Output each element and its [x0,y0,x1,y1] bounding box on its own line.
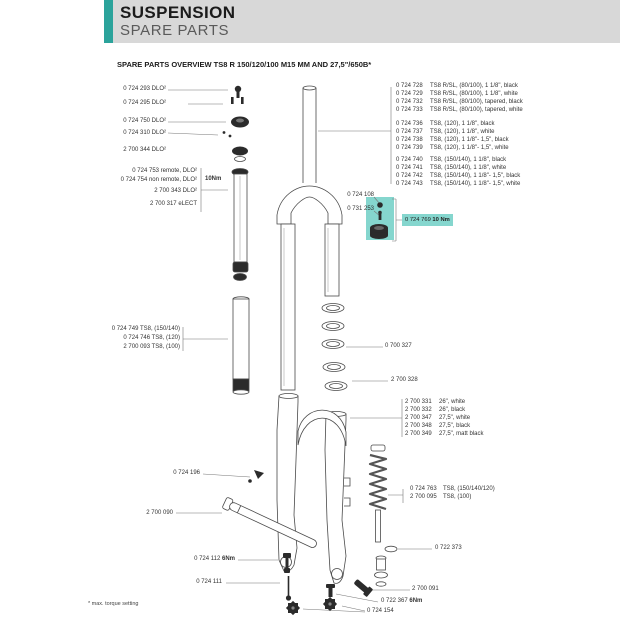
part-desc: 27,5", black [439,423,471,429]
part-row [396,144,509,152]
page-title: SUSPENSION [120,3,236,22]
label-damper-dlo: 2 700 343 DLO² [154,188,197,194]
part-desc: TS8, (150/140), 1 1/8"- 1,5", white [430,181,521,187]
part-desc: TS8 R/SL, (80/100), tapered, black [430,99,523,105]
part-desc: TS8, (120), 1 1/8"- 1,5", white [430,145,509,151]
label-damper-elect: 2 700 317 eLECT [149,201,197,207]
label-stanchion-120: 0 724 746 TS8, (120) [123,335,180,341]
part-row [405,422,483,430]
part-number: 2 700 349 [405,431,432,437]
part-number: 0 724 738 [396,137,423,143]
part-desc: 27,5", matt black [439,431,484,437]
label-damper-remote: 0 724 753 remote, DLO² [132,168,197,174]
bolt-112-number: 0 724 112 [194,556,221,562]
part-desc: TS8, (150/140), 1 1/8"- 1,5", black [430,173,521,179]
part-number: 0 724 736 [396,121,423,127]
bottom-bolts [283,553,373,615]
label-cap-assembly: 2 700 344 DLO² [123,147,166,153]
label-damper-non-remote: 0 724 754 non remote, DLO² [120,177,197,183]
bolt-112-torque: 6Nm [221,556,235,562]
label-adjuster-dial: 0 724 750 DLO² [123,118,166,124]
part-desc: TS8, (100) [443,494,472,500]
overview-title: SPARE PARTS OVERVIEW TS8 R 150/120/100 M15 MM AND 27,5"/650B* [117,60,372,69]
part-row [405,406,483,414]
damper-cartridge [232,169,248,281]
bolt-367-torque: 6Nm [409,598,423,604]
label-top-cap: 0 724 293 DLO² [123,86,166,92]
label-dust-seal: 2 700 328 [391,377,418,383]
part-number: 0 724 737 [396,129,423,135]
steerer-group-80-100 [396,82,523,114]
part-row [396,172,520,180]
highlight-torque: 10 Nm [432,217,450,223]
label-circlip: 0 722 373 [435,545,462,551]
label-bushings: 0 700 327 [385,343,412,349]
part-row [396,120,509,128]
label-bolt-112 [194,556,235,563]
label-star-nut: 0 724 154 [367,608,394,614]
lowers-wheel-group [405,398,483,438]
part-number: 0 724 743 [396,181,423,187]
rebound-spring-assembly [370,445,397,586]
label-bolt-367 [381,598,422,605]
dust-seals [323,363,347,391]
part-row [396,164,520,172]
label-bolt-091: 2 700 091 [412,586,439,592]
part-number: 0 724 740 [396,157,423,163]
bushing-rings [322,304,344,349]
part-desc: 27,5", white [439,415,471,421]
part-desc: TS8, (150/140), 1 1/8", black [430,157,507,163]
part-number: 0 724 763 [410,486,437,492]
part-row [405,430,483,438]
part-number: 2 700 095 [410,494,437,500]
part-desc: TS8 R/SL, (80/100), 1 1/8", black [430,83,518,89]
label-highlight-top: 0 724 108 [347,192,374,198]
part-number: 0 724 728 [396,83,423,89]
label-damper-torque: 10Nm [205,176,222,182]
part-desc: TS8 R/SL, (80/100), tapered, white [430,107,523,113]
part-desc: TS8 R/SL, (80/100), 1 1/8", white [430,91,518,97]
part-desc: TS8, (120), 1 1/8", white [430,129,495,135]
part-row [405,398,483,406]
spare-stanchion-tube [233,297,249,394]
part-number: 0 724 739 [396,145,423,151]
part-number: 0 724 732 [396,99,423,105]
part-row [396,156,520,164]
fork-upper-assembly [277,86,342,390]
part-number: 0 724 742 [396,173,423,179]
label-highlight-mid: 0 731 253 [347,206,374,212]
part-number: 2 700 331 [405,399,432,405]
part-row [396,180,520,188]
bolt-367-number: 0 722 367 [381,598,408,604]
part-row [396,106,523,114]
part-desc: TS8, (120), 1 1/8", black [430,121,495,127]
part-desc: TS8, (150/140), 1 1/8", white [430,165,507,171]
top-cap-small-parts [223,86,249,162]
part-row [396,82,523,90]
part-number: 2 700 347 [405,415,432,421]
part-row [396,136,509,144]
part-row [396,128,509,136]
label-stanchion-150: 0 724 749 TS8, (150/140) [111,326,180,332]
label-axle-clamp: 0 724 196 [173,470,200,476]
part-desc: 26", black [439,407,466,413]
part-row [410,485,495,493]
label-thru-axle: 2 700 090 [146,510,173,516]
footnote: * max. torque setting [88,601,139,607]
steerer-group-150-140 [396,156,520,188]
label-pins: 0 724 310 DLO² [123,130,166,136]
part-number: 0 724 741 [396,165,423,171]
highlight-part-number: 0 724 769 [405,217,431,223]
part-desc: TS8, (120), 1 1/8"- 1,5", black [430,137,509,143]
part-desc: TS8, (150/140/120) [443,486,495,492]
thru-axle [222,497,319,551]
axle-clamp-parts [248,470,264,483]
part-row [405,414,483,422]
spring-group [410,485,495,501]
part-number: 0 724 733 [396,107,423,113]
part-desc: 26", white [439,399,466,405]
label-screws: 0 724 295 DLO² [123,100,166,106]
label-shaft-111: 0 724 111 [196,579,222,585]
part-number: 2 700 332 [405,407,432,413]
highlight-label [402,214,453,226]
part-row [396,98,523,106]
steerer-group-120 [396,120,509,152]
part-number: 2 700 348 [405,423,432,429]
part-number: 0 724 729 [396,91,423,97]
part-row [396,90,523,98]
part-row [410,493,495,501]
page-subtitle: SPARE PARTS [120,22,230,39]
label-stanchion-100: 2 700 093 TS8, (100) [123,344,180,350]
